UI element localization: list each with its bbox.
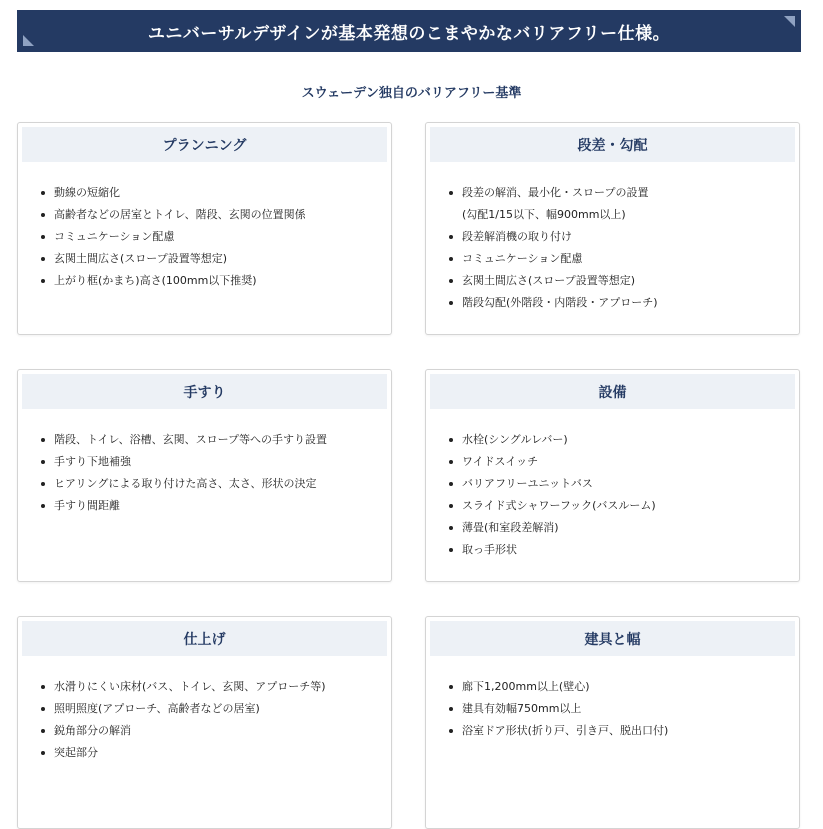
banner-title: ユニバーサルデザインが基本発想のこまやかなバリアフリー仕様。 [147,23,671,44]
card-list [426,656,799,742]
list-item [462,182,799,226]
list-item: バリアフリーユニットバス [462,473,799,495]
list-item: 鋭角部分の解消 [54,720,391,742]
card-title: 段差・勾配 [430,127,795,162]
card-list [426,409,799,561]
list-item: 高齢者などの居室とトイレ、階段、玄関の位置関係 [54,204,391,226]
list-item: 動線の短縮化 [54,182,391,204]
list-item: 階段、トイレ、浴槽、玄関、スロープ等への手すり設置 [54,429,391,451]
list-item: 取っ手形状 [462,539,799,561]
card-list [426,162,799,314]
card-title: プランニング [22,127,387,162]
list-item: 建具有効幅750mm以上 [462,698,799,720]
list-item: 上がり框(かまち)高さ(100mm以下推奨) [54,270,391,292]
list-item: 手すり下地補強 [54,451,391,473]
card-list [18,162,391,292]
list-item: コミュニケーション配慮 [54,226,391,248]
list-item: 手すり間距離 [54,495,391,517]
section-subtitle: スウェーデン独自のバリアフリー基準 [301,86,522,101]
list-item-text: 段差の解消、最小化・スロープの設置 [462,186,649,199]
list-item: ワイドスイッチ [462,451,799,473]
list-item: 階段勾配(外階段・内階段・アプローチ) [462,292,799,314]
card-title: 仕上げ [22,621,387,656]
card-title: 手すり [22,374,387,409]
card-fittings-width [425,616,800,829]
list-item: 玄関土間広さ(スロープ設置等想定) [54,248,391,270]
card-equipment [425,369,800,582]
card-steps-slope [425,122,800,335]
list-item: 突起部分 [54,742,391,764]
header-banner [17,10,801,52]
card-list [18,409,391,517]
card-handrail [17,369,392,582]
list-item: 照明照度(アプローチ、高齢者などの居室) [54,698,391,720]
card-finishing [17,616,392,829]
list-item: ヒアリングによる取り付けた高さ、太さ、形状の決定 [54,473,391,495]
list-item: 浴室ドア形状(折り戸、引き戸、脱出口付) [462,720,799,742]
card-planning [17,122,392,335]
list-item: スライド式シャワーフック(バスルーム) [462,495,799,517]
list-item: 廊下1,200mm以上(壁心) [462,676,799,698]
card-list [18,656,391,764]
list-item-continuation: (勾配1/15以下、幅900mm以上) [462,208,626,221]
card-title: 設備 [430,374,795,409]
list-item: 薄畳(和室段差解消) [462,517,799,539]
list-item: 水滑りにくい床材(バス、トイレ、玄関、アプローチ等) [54,676,391,698]
list-item: 玄関土間広さ(スロープ設置等想定) [462,270,799,292]
list-item: 水栓(シングルレバー) [462,429,799,451]
corner-decoration-icon [23,35,34,46]
list-item: コミュニケーション配慮 [462,248,799,270]
card-title: 建具と幅 [430,621,795,656]
list-item: 段差解消機の取り付け [462,226,799,248]
corner-decoration-icon [784,16,795,27]
